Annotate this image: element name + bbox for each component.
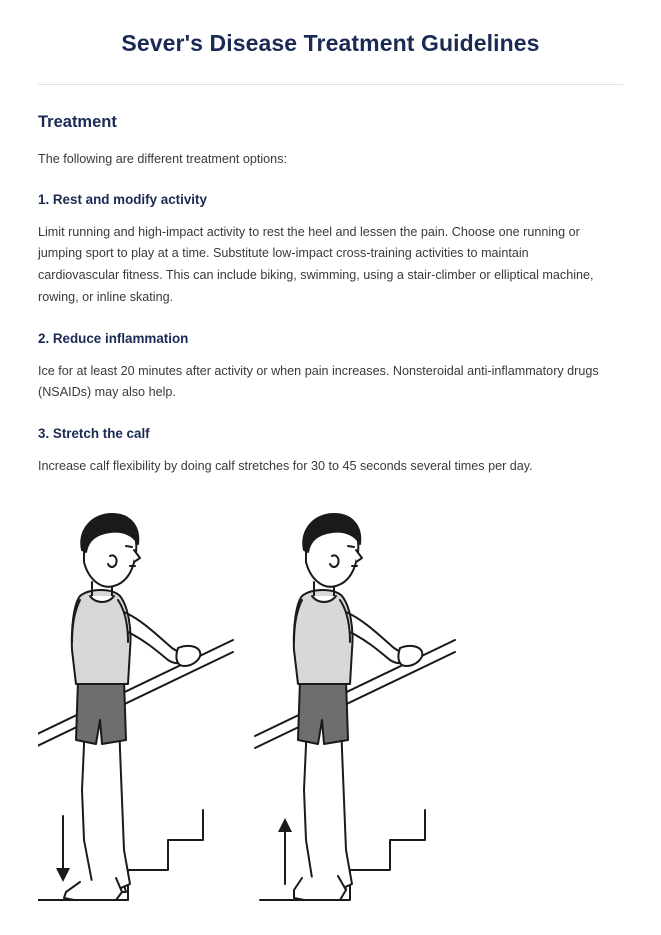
- step-heading-3: 3. Stretch the calf: [38, 426, 150, 442]
- calf-stretch-on-step-illustration: [38, 500, 623, 930]
- step-heading-1: 1. Rest and modify activity: [38, 191, 207, 207]
- step-heading-2: 2. Reduce inflammation: [38, 330, 189, 346]
- handrail-right: [255, 640, 455, 748]
- treatment-intro-text: The following are different treatment options:: [38, 152, 287, 166]
- handrail-left: [38, 640, 233, 748]
- section-heading-treatment: Treatment: [38, 113, 117, 131]
- step-body-2: Ice for at least 20 minutes after activity or when pain increases. Nonsteroidal anti-inflammatory drugs (NSAIDs) may also help.: [38, 363, 599, 400]
- heel-lowering-phase: [38, 514, 233, 900]
- up-arrow-right: [278, 818, 292, 884]
- heel-raising-phase: [255, 514, 455, 900]
- page-title: Sever's Disease Treatment Guidelines: [121, 30, 540, 56]
- step-body-3: Increase calf flexibility by doing calf stretches for 30 to 45 seconds several times per day.: [38, 459, 533, 474]
- down-arrow-left: [56, 816, 70, 882]
- step-body-1: Limit running and high-impact activity to rest the heel and lessen the pain. Choose one running or jumping sport to play at a time. Substitute low-impact cross-training activities to maintain cardiovascular fitness. This can include biking, swimming, using a stair-climber or elliptical machine, rowing, or inline skating.: [38, 224, 594, 304]
